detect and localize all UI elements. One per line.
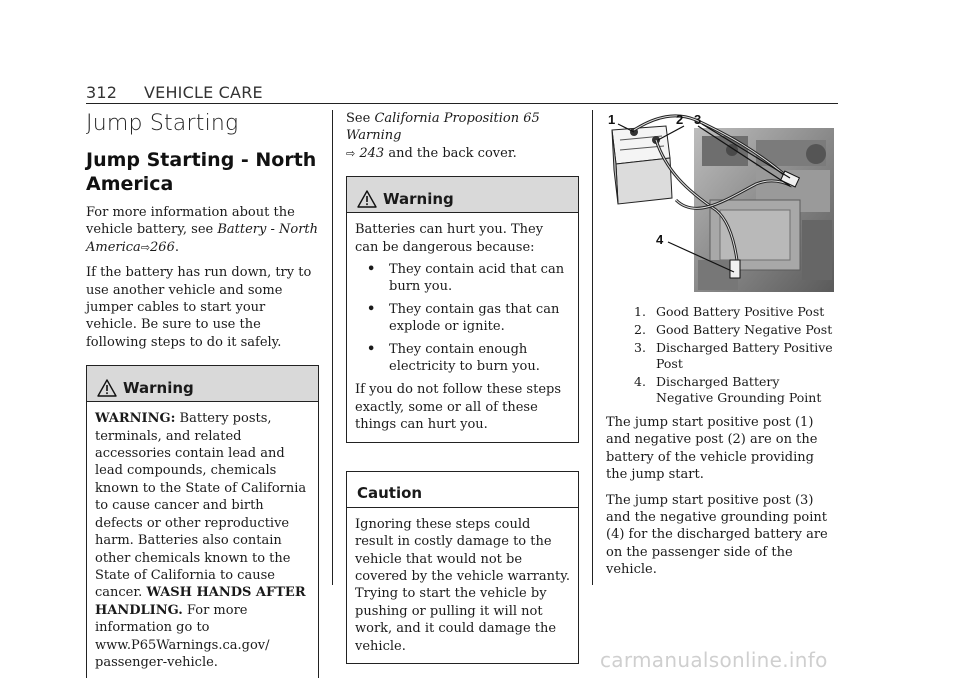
caution-box — [346, 471, 579, 664]
list-item: 3. Discharged Battery Positive Post — [634, 340, 833, 371]
list-item: 4. Discharged Battery Negative Grounding Point — [634, 374, 822, 405]
watermark: carmanualsonline.info — [600, 648, 828, 672]
column-divider — [592, 110, 593, 585]
caution-header: Caution — [347, 472, 578, 508]
list-item: 1. Good Battery Positive Post — [634, 304, 825, 319]
list-item: • They contain gas that can explode or ignite. — [367, 301, 560, 335]
jump-start-illustration — [606, 110, 834, 292]
list-item: 2. Good Battery Negative Post — [634, 322, 833, 337]
prop65-link[interactable]: California Proposition 65 Warning — [346, 111, 540, 144]
warning-intro: Batteries can hurt you. They can be dangerous because: — [355, 222, 544, 255]
section-title: Jump Starting — [86, 111, 239, 136]
callout-4: 4 — [656, 232, 664, 247]
warning-header — [347, 177, 578, 213]
callout-1: 1 — [608, 112, 616, 127]
instructions-paragraph: If the battery has run down, try to use another vehicle and some jumper cables to start your vehicle. Be sure to use the following steps to do it safely. — [86, 265, 312, 350]
page-ref-icon: ⇨ — [346, 146, 356, 160]
warning-outro: If you do not follow these steps exactly, some or all of these things can hurt you. — [355, 382, 562, 433]
column-right — [606, 110, 838, 579]
page-number: 312 — [86, 83, 118, 102]
warning-triangle-icon — [97, 379, 117, 397]
jump-start-paragraph-1: The jump start positive post (1) and negative post (2) are on the battery of the vehicle providing the jump start. — [606, 415, 818, 483]
page-ref[interactable]: 243 — [359, 145, 385, 161]
column-left — [86, 110, 319, 678]
see-reference: See California Proposition 65 Warning ⇨ 243 and the back cover. — [346, 111, 540, 161]
header-rule — [86, 103, 838, 104]
callout-3: 3 — [694, 112, 702, 127]
warning-title: Warning — [123, 378, 194, 397]
subsection-title: Jump Starting - North America — [86, 149, 317, 195]
intro-paragraph: For more information about the vehicle battery, see Battery - North America⇨266. — [86, 205, 319, 255]
warning-header — [87, 366, 318, 402]
warning-box-prop65 — [86, 365, 319, 678]
list-item: • They contain enough electricity to burn you. — [367, 341, 540, 375]
column-middle — [346, 110, 579, 664]
page-ref[interactable]: 266 — [150, 239, 175, 255]
warning-box-battery — [346, 176, 579, 442]
list-item: • They contain acid that can burn you. — [367, 262, 565, 295]
battery-link[interactable]: Battery - North America — [86, 222, 319, 255]
section-name: VEHICLE CARE — [144, 83, 263, 102]
warning-title: Warning — [383, 189, 454, 208]
page-ref-icon: ⇨ — [140, 240, 151, 254]
warning-bullets — [355, 261, 570, 375]
column-divider — [332, 110, 333, 585]
figure-legend — [606, 304, 838, 406]
jump-start-paragraph-2: The jump start positive post (3) and the negative grounding point (4) for the discharged battery are on the passenger side of the vehicle. — [606, 492, 828, 578]
callout-2: 2 — [676, 112, 684, 127]
caution-text: Ignoring these steps could result in costly damage to the vehicle that would not be covered by the vehicle warranty. Trying to start the vehicle by pushing or pulling it will not work, and it could damage the vehicle. — [355, 516, 570, 654]
warning-text: WARNING: Battery posts, terminals, and related accessories contain lead and lead compounds, chemicals known to the State of California to cause cancer and birth defects or other reproductive harm. Batteries also contain other chemicals known to the State of California to cause cancer. WASH HANDS AFTER HANDLING. For more information go to www.P65Warnings.ca.gov/ passenger-vehicle. — [95, 411, 307, 670]
page-header — [86, 83, 838, 105]
warning-triangle-icon — [357, 190, 377, 208]
